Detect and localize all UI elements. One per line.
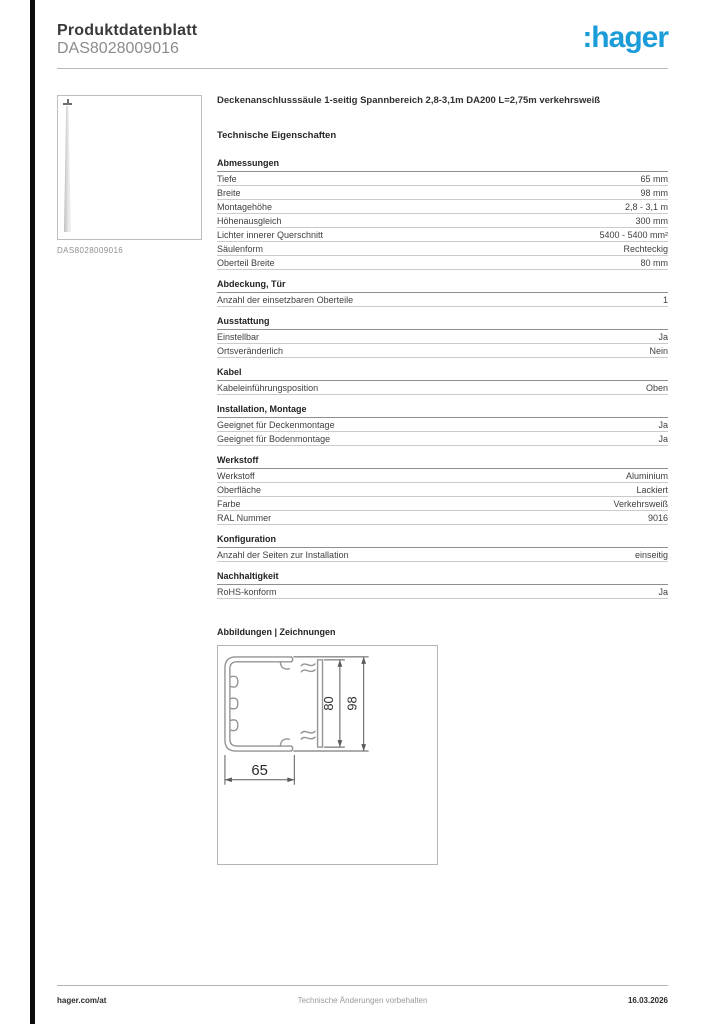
- header-divider: [57, 68, 668, 69]
- product-photo-column: [64, 106, 71, 232]
- section-title: Ausstattung: [217, 316, 668, 330]
- section-title: Installation, Montage: [217, 404, 668, 418]
- spec-value: Rechteckig: [623, 243, 668, 254]
- spec-row: [217, 330, 668, 344]
- spec-value: Ja: [658, 586, 668, 597]
- spec-value: Oben: [645, 382, 668, 393]
- arrow: [225, 777, 232, 782]
- spec-value: Nein: [649, 345, 668, 356]
- arrow: [361, 744, 366, 751]
- product-title: Deckenanschlusssäule 1-seitig Spannbereich 2,8-3,1m DA200 L=2,75m verkehrsweiß: [217, 95, 601, 106]
- spec-value: Aluminium: [625, 470, 668, 481]
- spec-label: Einstellbar: [217, 331, 260, 342]
- spec-section: [217, 455, 668, 525]
- spec-row: [217, 293, 668, 307]
- document-title: Produktdatenblatt: [57, 22, 198, 39]
- spec-section: [217, 367, 668, 395]
- spec-row: [217, 418, 668, 432]
- section-title: Kabel: [217, 367, 668, 381]
- spec-row: [217, 256, 668, 270]
- spec-label: RoHS-konform: [217, 586, 277, 597]
- spec-row: [217, 186, 668, 200]
- spec-row: [217, 242, 668, 256]
- hager-logo: :hager: [582, 21, 668, 54]
- footer-date: 16.03.2026: [627, 996, 668, 1005]
- technical-drawing-svg: [218, 646, 437, 864]
- dimension-label-98: 98: [344, 696, 360, 711]
- spec-label: Höhenausgleich: [217, 215, 282, 226]
- spec-label: Farbe: [217, 498, 241, 509]
- footer-divider: [57, 985, 668, 986]
- spec-label: Breite: [217, 187, 241, 198]
- arrow: [338, 740, 343, 747]
- page-edge-rule: [30, 0, 35, 1024]
- spec-value: 2,8 - 3,1 m: [624, 201, 668, 212]
- spec-value: Ja: [658, 419, 668, 430]
- spec-row: [217, 585, 668, 599]
- spec-label: Säulenform: [217, 243, 264, 254]
- spec-section: [217, 279, 668, 307]
- spec-value: 1: [662, 294, 668, 305]
- spec-label: Geeignet für Deckenmontage: [217, 419, 335, 430]
- spec-label: Oberteil Breite: [217, 257, 275, 268]
- spec-label: Tiefe: [217, 173, 237, 184]
- arrow: [338, 660, 343, 667]
- footer-url: hager.com/at: [57, 996, 107, 1005]
- section-title: Abmessungen: [217, 158, 668, 172]
- spec-row: [217, 344, 668, 358]
- spec-label: Anzahl der einsetzbaren Oberteile: [217, 294, 354, 305]
- product-image: [57, 95, 202, 240]
- spec-section: [217, 404, 668, 446]
- spec-label: Kabeleinführungsposition: [217, 382, 319, 393]
- section-title: Nachhaltigkeit: [217, 571, 668, 585]
- product-image-caption: DAS8028009016: [57, 246, 124, 255]
- spec-row: [217, 511, 668, 525]
- spec-row: [217, 432, 668, 446]
- spec-label: Lichter innerer Querschnitt: [217, 229, 324, 240]
- spec-sections: [217, 158, 668, 599]
- spec-row: [217, 483, 668, 497]
- spec-value: 9016: [647, 512, 668, 523]
- spec-value: Ja: [658, 331, 668, 342]
- arrow: [361, 657, 366, 664]
- profile-outline: [225, 657, 293, 751]
- spec-row: [217, 214, 668, 228]
- dimension-label-65: 65: [251, 762, 268, 779]
- technical-drawing-box: [217, 645, 438, 865]
- footer-disclaimer: Technische Änderungen vorbehalten: [297, 996, 428, 1005]
- spec-row: [217, 172, 668, 186]
- spec-label: Oberfläche: [217, 484, 262, 495]
- spec-value: 98 mm: [640, 187, 668, 198]
- spec-value: 80 mm: [640, 257, 668, 268]
- spec-label: Anzahl der Seiten zur Installation: [217, 549, 349, 560]
- spec-label: Geeignet für Bodenmontage: [217, 433, 331, 444]
- spec-value: 300 mm: [635, 215, 668, 226]
- spec-row: [217, 381, 668, 395]
- spec-section: [217, 316, 668, 358]
- spec-row: [217, 548, 668, 562]
- spec-column: [217, 95, 668, 865]
- spec-row: [217, 497, 668, 511]
- spec-value: Ja: [658, 433, 668, 444]
- dimension-label-80: 80: [320, 696, 336, 711]
- specs-heading: Technische Eigenschaften: [217, 130, 337, 141]
- spec-label: RAL Nummer: [217, 512, 272, 523]
- section-title: Konfiguration: [217, 534, 668, 548]
- spec-label: Werkstoff: [217, 470, 255, 481]
- cover-profile: [301, 660, 322, 747]
- spec-value: Lackiert: [636, 484, 668, 495]
- spec-label: Ortsveränderlich: [217, 345, 284, 356]
- document-reference: DAS8028009016: [57, 40, 179, 57]
- spec-row: [217, 200, 668, 214]
- spec-section: [217, 534, 668, 562]
- drawings-heading: Abbildungen | Zeichnungen: [217, 627, 336, 637]
- spec-value: 5400 - 5400 mm²: [599, 229, 668, 240]
- spec-value: 65 mm: [640, 173, 668, 184]
- section-title: Werkstoff: [217, 455, 668, 469]
- arrow: [287, 777, 294, 782]
- product-photo-ceiling-plate: [63, 103, 72, 105]
- spec-value: Verkehrsweiß: [613, 498, 668, 509]
- spec-label: Montagehöhe: [217, 201, 273, 212]
- spec-row: [217, 228, 668, 242]
- spec-value: einseitig: [634, 549, 668, 560]
- spec-section: [217, 158, 668, 270]
- spec-row: [217, 469, 668, 483]
- section-title: Abdeckung, Tür: [217, 279, 668, 293]
- spec-section: [217, 571, 668, 599]
